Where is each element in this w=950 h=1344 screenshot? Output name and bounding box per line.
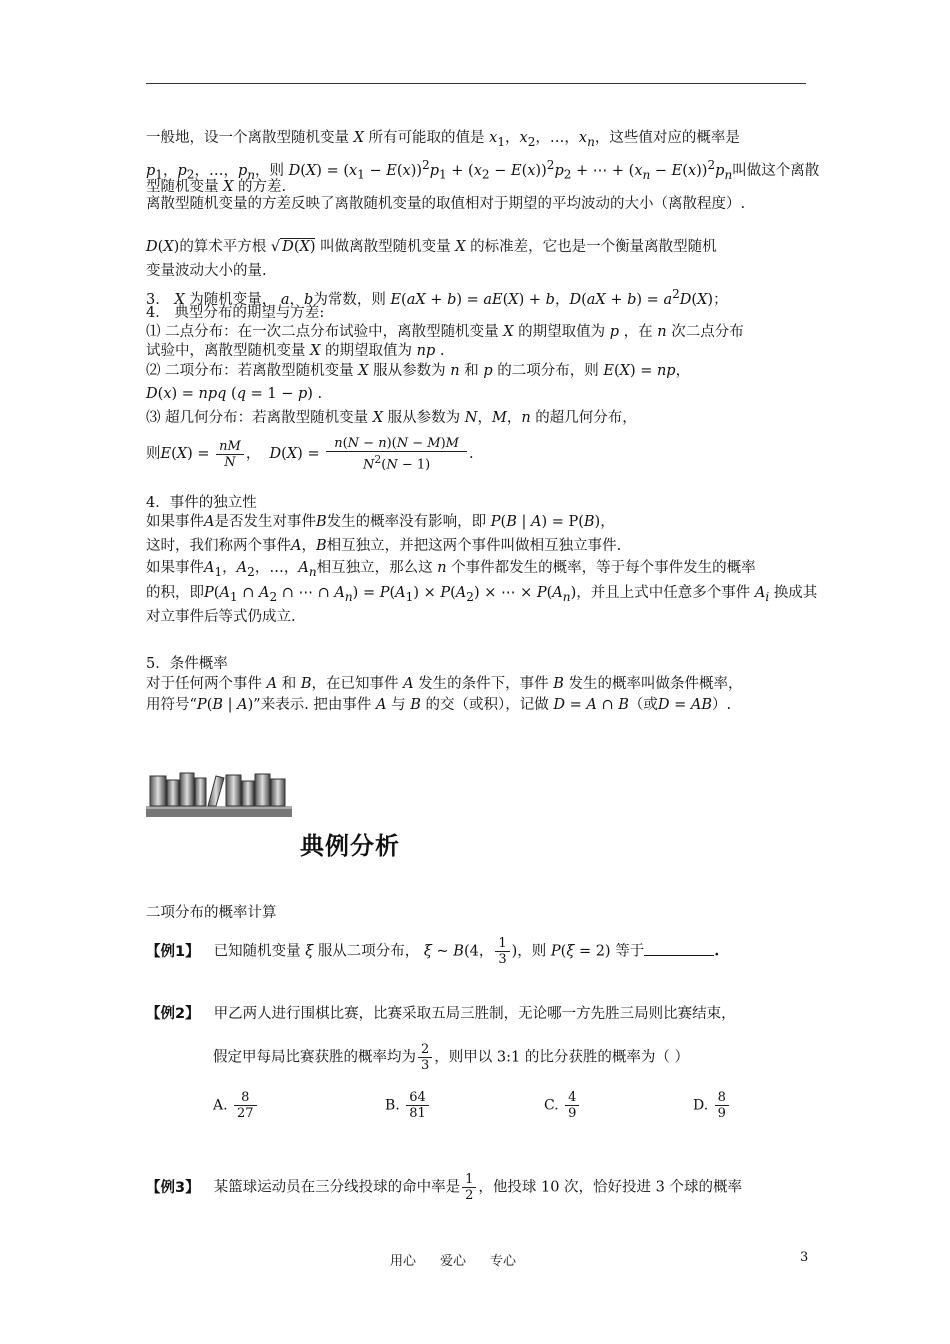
books-decoration-icon xyxy=(146,770,292,820)
example-3-label: 【例3】 xyxy=(146,1179,200,1196)
independence-line4: 的积，即$P(A_1$ ∩ $A_2$ ∩ ⋯ ∩ $A_n) = P(A_1) \times P(A_2)$ × ⋯ × $P(A_n)$，并且上式中任意多个事件 $A_i$ 换成其 xyxy=(146,585,818,604)
option-a[interactable]: A. $\frac{8}{27}$ xyxy=(213,1090,259,1121)
independence-title: 4．事件的独立性 xyxy=(146,495,257,511)
variance-def-line3: 型随机变量 X 的方差. xyxy=(146,179,287,195)
example-1: 【例1】 已知随机变量 ξ 服从二项分布， ξ ~ B(4， $\frac{1}{3}$ )，则 P(ξ = 2) 等于 . xyxy=(146,936,720,967)
example-2-line1: 【例2】 甲乙两人进行围棋比赛，比赛采取五局三胜制，无论哪一方先胜三局则比赛结束， xyxy=(146,1006,736,1022)
option-d[interactable]: D. $\frac{8}{9}$ xyxy=(693,1090,731,1121)
binomial-line1: ⑵ 二项分布：若离散型随机变量 X 服从参数为 n 和 p 的二项分布，则 E(X) = np， xyxy=(146,363,691,379)
independence-line3: 如果事件$A_1$，$A_2$，…，$A_n$相互独立，那么这 n 个事件都发生的概率，等于每个事件发生的概率 xyxy=(146,560,756,579)
header-rule xyxy=(146,83,806,84)
variance-def-line2: $p_1$，$p_2$，…，$p_n$，则 $D(X) = (x_1 - E(x))^2p_1 + (x_2 - E(x))^2p_2$ + ⋯ + $(x_n - E(x))^2p_n$叫做这个离散 xyxy=(146,158,820,182)
variance-meaning: 离散型随机变量的方差反映了离散随机变量的取值相对于期望的平均波动的大小（离散程度）. xyxy=(146,196,746,212)
answer-blank[interactable] xyxy=(644,955,714,956)
conditional-line2: 用符号“P(B | A)”来表示. 把由事件 A 与 B 的交（或积），记做 D = A ∩ B（或D = AB）. xyxy=(146,697,732,713)
example-1-label: 【例1】 xyxy=(146,943,200,960)
binomial-line2: D(x) = npq (q = 1 − p) . xyxy=(146,386,323,402)
item-4-title: 4． 典型分布的期望与方差: xyxy=(146,305,325,321)
item-3: 3． X 为随机变量， a，b为常数，则 E(aX + b) = aE(X) + b，$D(aX + b) = a^2D(X)$； xyxy=(146,287,728,308)
hypergeom-line2: 则E(X) = $\frac{nM}{N}$ ， D(X) = $\frac{n(N - n)(N - M)M}{N^2(N - 1)}$ . xyxy=(146,436,474,473)
footer: 用心 爱心 专心 xyxy=(390,1254,517,1269)
std-def-line1: D(X)的算术平方根 √ D(X) 叫做离散型随机变量 X 的标准差，它也是一个衡量离散型随机 xyxy=(146,239,717,255)
conditional-title: 5．条件概率 xyxy=(146,656,228,672)
independence-line2: 这时，我们称两个事件A，B相互独立，并把这两个事件叫做相互独立事件. xyxy=(146,538,622,554)
page-number: 3 xyxy=(800,1250,809,1265)
variance-def-line1: 一般地，设一个离散型随机变量 X 所有可能取的值是 $x_1$，$x_2$，…，$x_n$，这些值对应的概率是 xyxy=(146,130,740,149)
hypergeom-line1: ⑶ 超几何分布：若离散型随机变量 X 服从参数为 N，M，n 的超几何分布， xyxy=(146,410,637,426)
conditional-line1: 对于任何两个事件 A 和 B，在已知事件 A 发生的条件下，事件 B 发生的概率叫做条件概率， xyxy=(146,676,743,692)
independence-line1: 如果事件A是否发生对事件B发生的概率没有影响，即 P(B | A) = P(B)， xyxy=(146,514,615,530)
independence-line5: 对立事件后等式仍成立. xyxy=(146,609,296,625)
option-b[interactable]: B. $\frac{64}{81}$ xyxy=(385,1090,431,1121)
section-title: 典例分析 xyxy=(300,832,400,860)
std-def-line2: 变量波动大小的量. xyxy=(146,263,267,279)
two-point-line2: 试验中，离散型随机变量 X 的期望取值为 np . xyxy=(146,343,445,359)
subsection-title: 二项分布的概率计算 xyxy=(146,905,277,921)
option-c[interactable]: C. $\frac{4}{9}$ xyxy=(544,1090,581,1121)
example-2-line2: 假定甲每局比赛获胜的概率均为 $\frac{2}{3}$ ，则甲以 3:1 的比分获胜的概率为（ ） xyxy=(213,1042,689,1073)
example-2-label: 【例2】 xyxy=(146,1006,200,1022)
two-point-line1: ⑴ 二点分布：在一次二点分布试验中，离散型随机变量 X 的期望取值为 p ，在 n 次二点分布 xyxy=(146,324,744,340)
example-3: 【例3】 某篮球运动员在三分线投球的命中率是 $\frac{1}{2}$ ，他投球 10 次，恰好投进 3 个球的概率 xyxy=(146,1172,742,1203)
